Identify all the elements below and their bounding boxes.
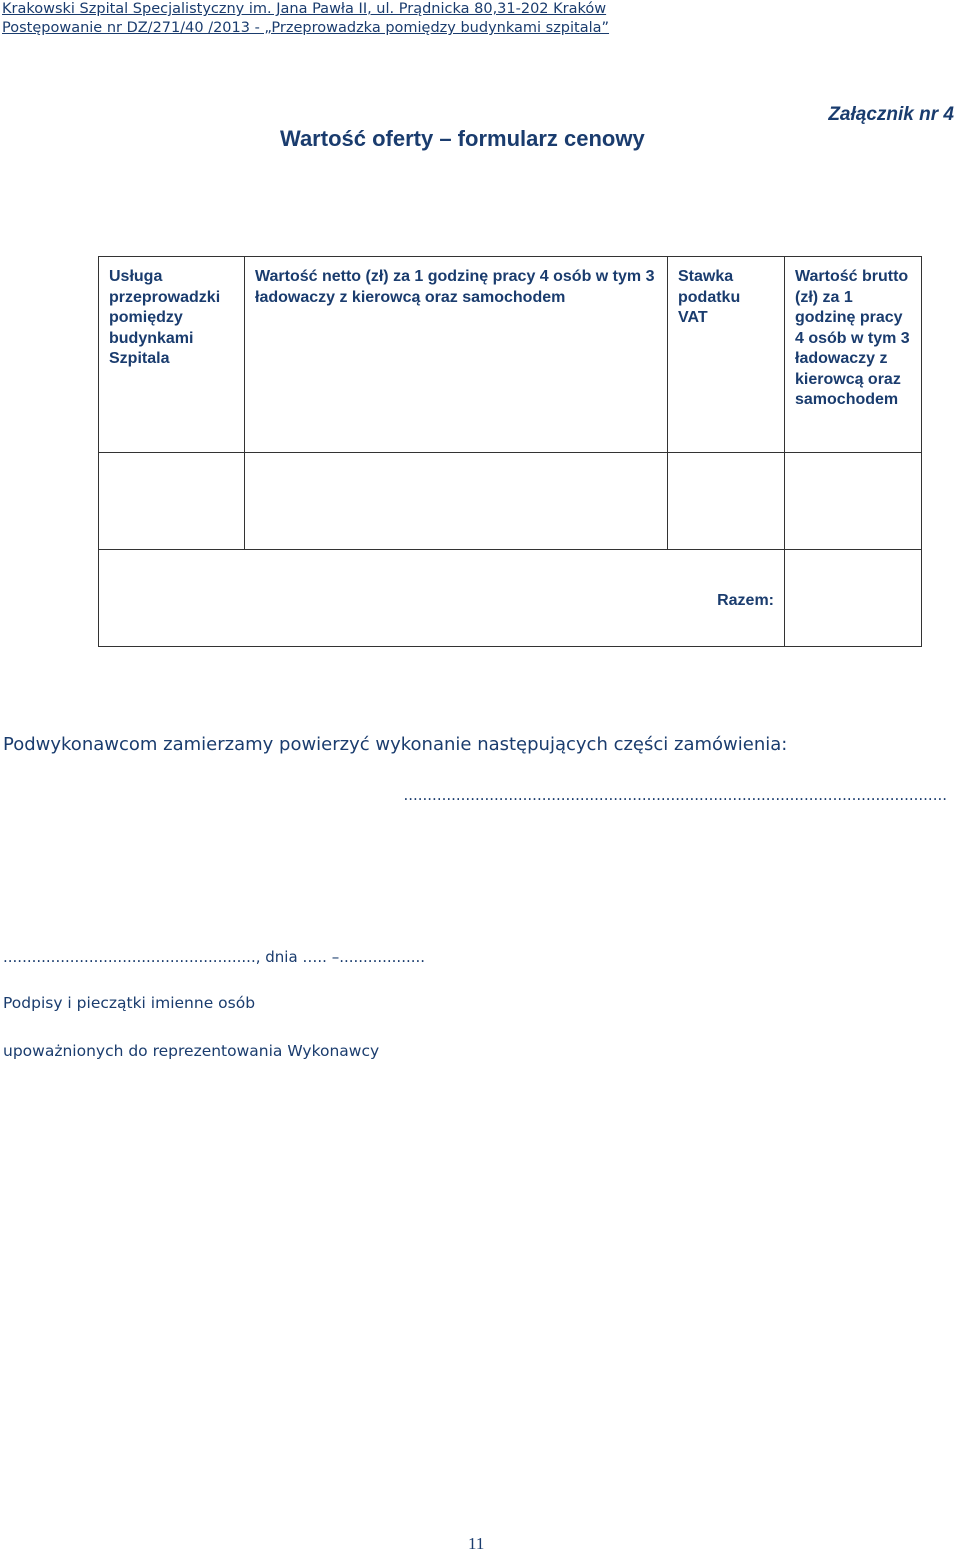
column-header-vat-rate: Stawka podatku VAT — [668, 257, 785, 453]
table-row — [99, 453, 922, 550]
cell-gross-value[interactable] — [785, 453, 922, 550]
cell-vat-rate[interactable] — [668, 453, 785, 550]
total-label: Razem: — [99, 550, 785, 647]
document-header — [2, 0, 958, 38]
header-hospital-address: Krakowski Szpital Specjalistyczny im. Jana Pawła II, ul. Prądnicka 80,31-202 Kraków — [2, 1, 607, 17]
signature-caption-line1: Podpisy i pieczątki imienne osób — [3, 994, 256, 1012]
page-title: Wartość oferty – formularz cenowy — [280, 126, 645, 151]
page-number: 11 — [468, 1534, 485, 1553]
column-header-gross-value: Wartość brutto (zł) za 1 godzinę pracy 4 osób w tym 3 ładowaczy z kierowcą oraz samochodem — [785, 257, 922, 453]
place-date-line[interactable]: ....................................................., dnia ….. –.................. — [3, 948, 426, 966]
cell-service[interactable] — [99, 453, 245, 550]
column-header-service: Usługa przeprowadzki pomiędzy budynkami Szpitala — [99, 257, 245, 453]
table-header-row — [99, 257, 922, 453]
subcontract-fill-line[interactable]: .................................................................................................................. — [403, 786, 947, 804]
signature-caption-line2: upoważnionych do reprezentowania Wykonawcy — [3, 1042, 380, 1060]
table-total-row — [99, 550, 922, 647]
column-header-net-value: Wartość netto (zł) za 1 godzinę pracy 4 osób w tym 3 ładowaczy z kierowcą oraz samochodem — [245, 257, 668, 453]
header-procedure-reference: Postępowanie nr DZ/271/40 /2013 - „Przeprowadzka pomiędzy budynkami szpitala” — [2, 20, 610, 36]
subcontract-label: Podwykonawcom zamierzamy powierzyć wykonanie następujących części zamówienia: — [3, 734, 788, 755]
annex-label: Załącznik nr 4 — [828, 104, 954, 125]
price-form-table — [98, 256, 922, 647]
total-value-cell[interactable] — [785, 550, 922, 647]
cell-net-value[interactable] — [245, 453, 668, 550]
